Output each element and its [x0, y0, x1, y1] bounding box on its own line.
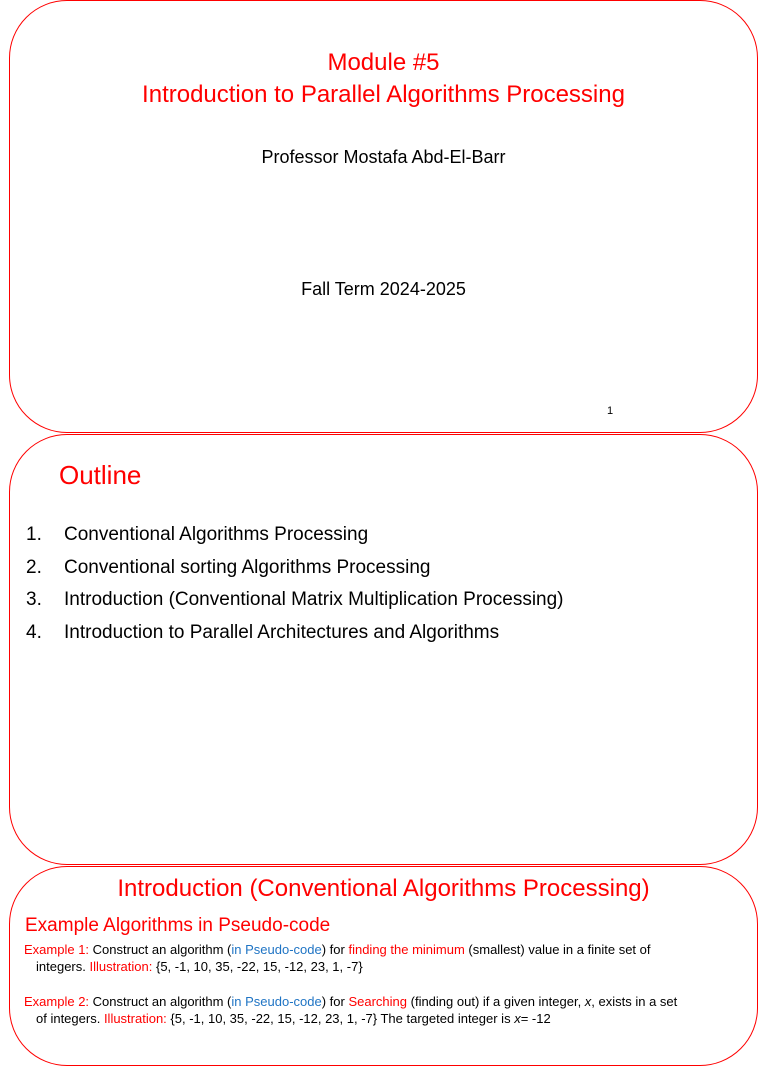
example-text: (finding out) if a given integer,	[407, 994, 585, 1009]
list-item-text: Introduction to Parallel Architectures and Algorithms	[64, 621, 500, 643]
target-value: = -12	[520, 1011, 551, 1026]
list-item	[26, 552, 564, 585]
module-title: Introduction to Parallel Algorithms Processing	[142, 81, 625, 108]
slide-title	[9, 0, 758, 433]
list-item	[26, 617, 564, 650]
list-item-text: Conventional Algorithms Processing	[64, 524, 369, 545]
professor-name: Professor Mostafa Abd-El-Barr	[261, 147, 506, 167]
example-text: ) for	[321, 994, 349, 1009]
example-text: , exists in a set	[591, 994, 678, 1009]
outline-list	[26, 519, 564, 649]
slide-outline	[9, 434, 758, 865]
pseudo-code-note: in Pseudo-code	[231, 994, 322, 1009]
variable-x: x	[584, 994, 592, 1009]
page-number: 1	[607, 405, 614, 417]
list-item	[26, 519, 564, 552]
illustration-value: {5, -1, 10, 35, -22, 15, -12, 23, 1, -7} The targeted integer is	[166, 1011, 515, 1026]
example-text: Construct an algorithm (	[89, 994, 232, 1009]
list-item-number: 4.	[26, 621, 42, 643]
slide-introduction	[9, 866, 758, 1066]
example-1	[24, 941, 749, 975]
pseudo-code-note: in Pseudo-code	[231, 942, 322, 957]
term-label: Fall Term 2024-2025	[301, 279, 466, 299]
example-text: (smallest) value in a finite set of	[464, 942, 651, 957]
outline-heading: Outline	[59, 460, 142, 490]
example-text: integers.	[36, 959, 90, 974]
example-highlight: finding the minimum	[348, 942, 465, 957]
module-number: Module #5	[327, 49, 440, 76]
example-highlight: Searching	[348, 994, 408, 1009]
list-item-number: 3.	[26, 589, 42, 610]
example-label: Example 2:	[24, 994, 90, 1009]
list-item-number: 2.	[26, 556, 42, 578]
example-text: of integers.	[36, 1011, 104, 1026]
list-item-text: Introduction (Conventional Matrix Multiplication Processing)	[64, 589, 564, 610]
list-item	[26, 584, 564, 617]
illustration-value: {5, -1, 10, 35, -22, 15, -12, 23, 1, -7}	[152, 959, 363, 974]
slide-title-text: Introduction (Conventional Algorithms Processing)	[117, 875, 650, 902]
target-variable: x	[514, 1011, 521, 1026]
list-item-number: 1.	[26, 524, 42, 545]
example-text: Construct an algorithm (	[89, 942, 232, 957]
illustration-label: Illustration:	[89, 959, 153, 974]
slide-subtitle: Example Algorithms in Pseudo-code	[25, 915, 331, 936]
example-text: ) for	[321, 942, 349, 957]
list-item-text: Conventional sorting Algorithms Processing	[64, 556, 431, 578]
example-label: Example 1:	[24, 942, 90, 957]
example-2	[24, 993, 749, 1027]
illustration-label: Illustration:	[103, 1011, 167, 1026]
